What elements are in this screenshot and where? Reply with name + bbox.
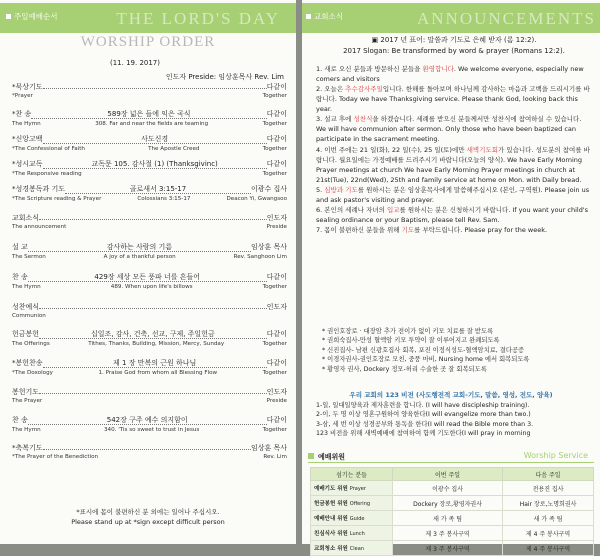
worship-item <box>12 389 287 405</box>
slogan <box>314 35 594 56</box>
item-title: *신앙고백 <box>12 135 43 143</box>
table-header: 이번 주일 <box>393 468 503 481</box>
next-week-cell: 전용진 집사 <box>503 481 594 496</box>
item-detail: 429장 세상 모든 풍파 너를 흔들어 <box>28 274 267 282</box>
slogan-ko: ▣ 2017 년 표어: 말씀과 기도로 은혜 받자 (롬 12:2). <box>371 36 537 44</box>
announcement-item: 4. 이번 주에는 21 일(화), 22 일(수), 25 일(토)에만 새벽기도회가 있습니다. 성도분의 참여를 바랍니다. 월요일에는 가정예배를 드려주시기 바랍니다(오늘의 양식). We have Early Morning Prayer meetings at church We have Early Morning Prayer meetings in church at 21st(Tue), 22nd(Wed), 25th and family service at home on Mon. with Daily bread. <box>316 145 590 184</box>
right-header-band <box>302 3 600 33</box>
item-detail-en: A joy of a thankful person <box>103 254 176 260</box>
item-leader-en: Together <box>262 427 287 433</box>
this-week-cell: 제 3 주 봉사구역 <box>393 526 503 541</box>
worship-order-panel <box>0 0 296 544</box>
square-bullet-icon <box>308 453 314 459</box>
left-section-tag <box>6 11 57 22</box>
item-title-en: *The Prayer of the Benediction <box>12 454 99 460</box>
item-title: 설 교 <box>12 243 28 251</box>
item-leader: 이광수 집사 <box>250 185 287 193</box>
item-title: 성찬예식 <box>12 303 40 311</box>
item-detail-en: 340. 'Tis so sweet to trust in Jesus <box>103 427 200 433</box>
this-week-cell: 새 가 족 팀 <box>393 511 503 526</box>
item-leader-en: Deacon Yi, Gwangsoo <box>226 196 287 202</box>
this-week-cell: 이광수 집사 <box>393 481 503 496</box>
item-leader-en: Together <box>262 171 287 177</box>
item-title-en: The Prayer <box>12 398 43 404</box>
table-row <box>311 496 594 511</box>
item-detail-en: 308. Far and near the fields are teaming <box>95 121 209 127</box>
role-cell: 교회청소 위원 Clean <box>311 541 393 556</box>
item-title-en: *The Responsive reading <box>12 171 82 177</box>
announcement-item: 7. 몸이 불편하신 분들을 위해 기도를 부탁드립니다. Please pray for the week. <box>316 226 548 234</box>
item-title-en: *Prayer <box>12 93 33 99</box>
item-title-en: The Sermon <box>12 254 46 260</box>
item-title: *봉헌찬송 <box>12 359 43 367</box>
announcement-list <box>316 64 592 235</box>
prayer-request: * 신진집사- 남편 신광호집사 회복, 포진 이정식성도-혈액암치료, 결다공증 <box>322 346 525 354</box>
item-leader-en: Together <box>262 341 287 347</box>
item-detail-en: 489. When upon life's billows <box>110 284 193 290</box>
item-detail: 감사하는 사람의 기름 <box>28 244 251 252</box>
announcement-item: 1. 새로 오신 분들과 방문하신 분들을 환영합니다. We welcome everyone, especially new comers and visitors <box>316 65 584 84</box>
worship-item <box>12 360 287 377</box>
square-bullet-icon <box>306 14 311 19</box>
item-leader: 다같이 <box>266 273 287 281</box>
item-leader: 다같이 <box>266 160 287 168</box>
item-leader-en: Together <box>262 93 287 99</box>
worship-item <box>12 84 287 100</box>
worship-item <box>12 274 287 291</box>
item-leader: 인도자 <box>266 303 287 311</box>
item-leader-en: Rev. Lim <box>263 454 287 460</box>
vision-item: 2-이, 두 명 이상 영혼구원하여 양육한다(I will evangelize more than two.) <box>316 411 531 419</box>
right-header-title: ANNOUNCEMENTS <box>417 9 596 28</box>
this-week-cell: 제 3 주 봉사구역 <box>393 541 503 556</box>
table-header: 섬기는 분들 <box>311 468 393 481</box>
item-leader: 인도자 <box>266 214 287 222</box>
next-week-cell: 제 4 주 봉사구역 <box>503 526 594 541</box>
vision-title: 우리 교회의 123 비전 (사도행전적 교회-기도, 말씀, 영성, 전도, 양육) <box>349 391 553 399</box>
item-detail: 교독문 105. 감사절 (1) (Thanksgivinc) <box>43 161 267 169</box>
item-title: *성경봉독과 기도 <box>12 185 66 193</box>
worship-order-subtitle: WORSHIP ORDER <box>80 34 216 50</box>
item-title-en: *The Doxology <box>12 370 53 376</box>
item-detail-en: 1. Praise God from whom all Blessing Flow <box>98 370 218 376</box>
item-leader: 다같이 <box>266 83 287 91</box>
item-detail <box>39 219 267 220</box>
item-leader-en: Preside <box>266 398 287 404</box>
item-detail-en: Tithes, Thanks, Building, Mission, Mercy, Sunday <box>88 341 225 347</box>
item-leader: 다같이 <box>266 110 287 118</box>
role-cell: 친심식사 위원 Lunch <box>311 526 393 541</box>
item-title: *묵상기도 <box>12 83 43 91</box>
service-title-ko: 예배위원 <box>318 453 346 461</box>
worship-item <box>12 417 287 434</box>
item-leader-en: Together <box>262 370 287 376</box>
item-leader-en: Together <box>262 121 287 127</box>
item-leader: 임상훈 목사 <box>250 444 287 452</box>
next-week-cell: 새 가 족 팀 <box>503 511 594 526</box>
item-title: 봉헌기도 <box>12 388 40 396</box>
item-leader: 다같이 <box>266 330 287 338</box>
standing-note-en: Please stand up at *sign except difficult person <box>71 518 225 527</box>
vision-item: 3-삼, 세 번 이상 성경공부와 통독을 한다(I will read the Bible more than 3. <box>316 420 534 428</box>
item-detail-en: Colossians 3:15-17 <box>137 196 191 202</box>
item-leader-en: Rev. Sanghoon Lim <box>233 254 287 260</box>
item-leader: 임상훈 목사 <box>250 243 287 251</box>
item-title: 헌금봉헌 <box>12 330 40 338</box>
slogan-en: 2017 Slogan: Be transformed by word & prayer (Romans 12:2). <box>343 46 565 55</box>
worship-item <box>12 186 287 203</box>
role-cell: 예배기도 위원 Prayer <box>311 481 393 496</box>
item-detail: 제 1 장 만복의 근원 하나님 <box>43 360 267 368</box>
vision-item: 1-일, 일대일양육과 제자훈련을 합니다. (I will have discipleship training). <box>316 402 530 409</box>
worship-item <box>12 304 287 320</box>
item-title-en: *The Scripture reading & Prayer <box>12 196 102 202</box>
item-detail: 십일조, 감사, 건축, 선교, 구제, 주일헌금 <box>39 331 267 339</box>
announcements-panel <box>302 0 600 553</box>
item-title: 찬 송 <box>12 416 28 424</box>
worship-service-heading <box>308 451 594 463</box>
role-cell: 헌금봉헌 위원 Offering <box>311 496 393 511</box>
item-title-en: The Offerings <box>12 341 50 347</box>
worship-item <box>12 331 287 348</box>
prayer-request: * 이경자권사-권인호장로 모친, 중풍 마비, Nursing home 에서 회복되도록 <box>322 356 530 364</box>
preside-line: 인도자 Preside: 임상훈목사 Rev. Lim <box>165 73 284 81</box>
next-week-cell: 제 4 주 봉사구역 <box>503 541 594 556</box>
table-row <box>311 541 594 556</box>
this-week-cell: Dockery 장로,황영자권사 <box>393 496 503 511</box>
table-row <box>311 511 594 526</box>
item-detail-en: The Apostle Creed <box>148 146 200 152</box>
item-detail <box>43 449 251 450</box>
item-detail: 사도신경 <box>43 136 267 144</box>
left-tag-label: 주일예배순서 <box>14 12 58 21</box>
announcement-item: 5. 심방과 기도를 원하시는 분은 임상훈목사에게 말씀해주십시오 (본인, 구역원). Please join us and ask pastor's visiting and prayer. <box>316 185 590 204</box>
item-leader: 인도자 <box>266 388 287 396</box>
left-header-band <box>0 3 296 33</box>
left-header-title: THE LORD'S DAY <box>116 9 280 28</box>
item-detail: 589장 넓은 들에 익은 곡식 <box>31 111 266 119</box>
item-title: 교회소식 <box>12 214 40 222</box>
item-detail <box>43 88 267 89</box>
right-tag-label: 교회소식 <box>314 12 343 21</box>
prayer-request: * 황영자 권사, Dockery 정모-허리 수술한 곳 잘 회복되도록 <box>322 365 487 373</box>
item-title-en: The Hymn <box>12 284 41 290</box>
role-cell: 예배안내 위원 Guide <box>311 511 393 526</box>
table-row <box>311 526 594 541</box>
vision-item: 123 비전을 위해 새벽예배에 참여하여 함께 기도한다(I will pray in morning <box>316 430 531 438</box>
worship-item <box>12 215 287 231</box>
worship-item <box>12 445 287 461</box>
service-title-en: Worship Service <box>523 451 588 460</box>
service-date: (11. 19. 2017) <box>110 59 160 67</box>
item-title: *성시교독 <box>12 160 43 168</box>
item-title-en: *The Confessional of Faith <box>12 146 85 152</box>
item-title: *축복기도 <box>12 444 43 452</box>
item-leader: 다같이 <box>266 135 287 143</box>
item-title-en: Communion <box>12 313 46 319</box>
item-leader-en: Together <box>262 284 287 290</box>
vision-list <box>316 401 592 439</box>
item-detail: 골로새서 3:15-17 <box>65 186 251 194</box>
item-title-en: The Hymn <box>12 121 41 127</box>
worship-service-table <box>310 467 594 556</box>
item-detail <box>39 393 267 394</box>
item-title: *찬 송 <box>12 110 32 118</box>
prayer-request: * 권인호장로 · 대장암 추가 전이가 없이 키모 치료를 잘 받도록 <box>322 328 494 335</box>
right-section-tag <box>306 11 343 22</box>
table-row <box>311 481 594 496</box>
worship-item <box>12 244 287 261</box>
announcement-item: 3. 설교 후에 성찬식을 하겠습니다. 세례를 받으신 분들께서만 성찬식에 참여하실 수 있습니다. We will have communion after sermon. Only those who have been baptized can participate in the sacrament meeting. <box>316 115 582 144</box>
announcement-item: 2. 오늘은 추수감사주일입니다. 한해를 돌아보며 하나님께 감사하는 마음과 고백을 드리시기를 바랍니다. Today we have Thanksgiving service. Please thank God, looking back this year. <box>316 85 590 114</box>
item-detail: 542장 구주 예수 의지함이 <box>28 417 267 425</box>
worship-item <box>12 111 287 128</box>
item-leader: 다같이 <box>266 416 287 424</box>
standing-note-ko: *표시에 몸이 불편하신 분 외에는 일어나 주십시오. <box>76 508 220 516</box>
item-title-en: The Hymn <box>12 427 41 433</box>
standing-note <box>0 507 296 527</box>
prayer-request: * 권희숙집사-만성 혈액암 키모 투약이 잘 이루어지고 완쾌되도록 <box>322 337 500 345</box>
next-week-cell: Hair 장로,노명희권사 <box>503 496 594 511</box>
item-leader: 다같이 <box>266 359 287 367</box>
square-bullet-icon <box>6 14 11 19</box>
item-leader-en: Preside <box>266 224 287 230</box>
worship-item <box>12 136 287 153</box>
item-title-en: The announcement <box>12 224 67 230</box>
item-leader-en: Together <box>262 146 287 152</box>
prayer-request-list <box>322 327 598 374</box>
announcement-item: 6. 본인의 세례나 자녀의 입교를 원하시는 분은 신청하시기 바랍니다. If you want your child's sealing ordinance or your Baptism, please tell Rev. Sam. <box>316 205 589 224</box>
worship-item <box>12 161 287 178</box>
item-title: 찬 송 <box>12 273 28 281</box>
item-detail <box>39 308 267 309</box>
table-header: 다음 주일 <box>503 468 594 481</box>
